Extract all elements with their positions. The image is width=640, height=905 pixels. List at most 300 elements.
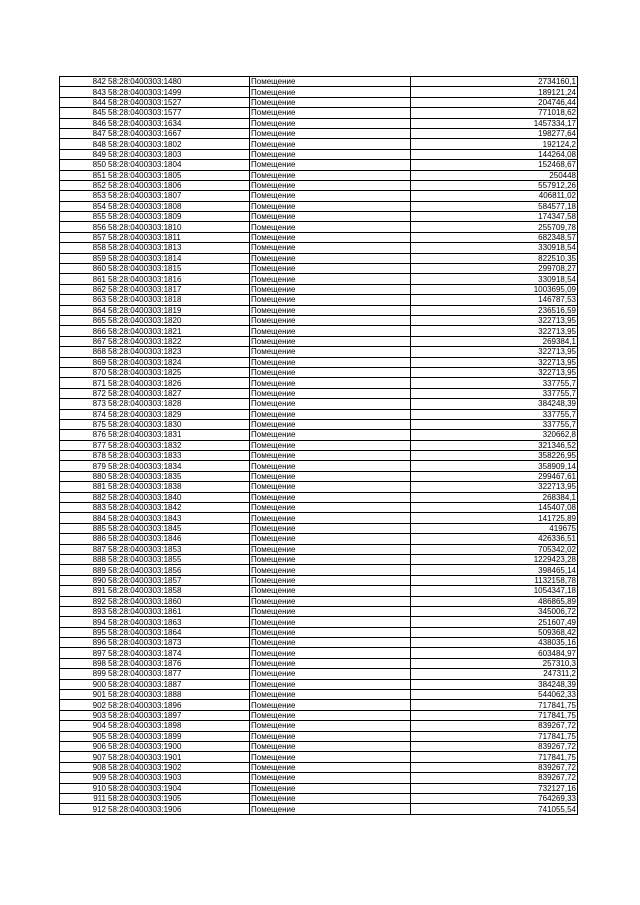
table-row bbox=[60, 160, 578, 170]
cadastral-value: 192124,2 bbox=[411, 139, 578, 149]
object-type: Помещение bbox=[250, 315, 411, 325]
cadastral-value: 330918,54 bbox=[411, 243, 578, 253]
table-row bbox=[60, 513, 578, 523]
cadastral-number: 58:28:0400303:1819 bbox=[107, 305, 250, 315]
cadastral-number: 58:28:0400303:1806 bbox=[107, 180, 250, 190]
cadastral-number: 58:28:0400303:1577 bbox=[107, 108, 250, 118]
cadastral-number: 58:28:0400303:1838 bbox=[107, 482, 250, 492]
row-number: 859 bbox=[60, 253, 108, 263]
cadastral-value: 337755,7 bbox=[411, 388, 578, 398]
table-row bbox=[60, 336, 578, 346]
object-type: Помещение bbox=[250, 752, 411, 762]
table-row bbox=[60, 97, 578, 107]
cadastral-value: 321346,52 bbox=[411, 440, 578, 450]
object-type: Помещение bbox=[250, 669, 411, 679]
table-row bbox=[60, 554, 578, 564]
table-row bbox=[60, 523, 578, 533]
cadastral-value: 717841,75 bbox=[411, 710, 578, 720]
table-row bbox=[60, 77, 578, 87]
cadastral-value: 384248,39 bbox=[411, 679, 578, 689]
table-row bbox=[60, 742, 578, 752]
cadastral-number: 58:28:0400303:1821 bbox=[107, 326, 250, 336]
cadastral-value: 189121,24 bbox=[411, 87, 578, 97]
cadastral-value: 141725,89 bbox=[411, 513, 578, 523]
cadastral-number: 58:28:0400303:1902 bbox=[107, 762, 250, 772]
row-number: 905 bbox=[60, 731, 108, 741]
table-row bbox=[60, 471, 578, 481]
cadastral-value: 337755,7 bbox=[411, 419, 578, 429]
row-number: 895 bbox=[60, 627, 108, 637]
table-row bbox=[60, 222, 578, 232]
cadastral-value: 257310,3 bbox=[411, 658, 578, 668]
table-row bbox=[60, 606, 578, 616]
table-row bbox=[60, 731, 578, 741]
object-type: Помещение bbox=[250, 222, 411, 232]
cadastral-value: 146787,53 bbox=[411, 295, 578, 305]
cadastral-number: 58:28:0400303:1823 bbox=[107, 347, 250, 357]
cadastral-value: 705342,02 bbox=[411, 544, 578, 554]
row-number: 900 bbox=[60, 679, 108, 689]
cadastral-number: 58:28:0400303:1846 bbox=[107, 534, 250, 544]
row-number: 910 bbox=[60, 783, 108, 793]
object-type: Помещение bbox=[250, 710, 411, 720]
row-number: 867 bbox=[60, 336, 108, 346]
table-row bbox=[60, 669, 578, 679]
object-type: Помещение bbox=[250, 565, 411, 575]
object-type: Помещение bbox=[250, 399, 411, 409]
row-number: 848 bbox=[60, 139, 108, 149]
cadastral-value: 320662,8 bbox=[411, 430, 578, 440]
object-type: Помещение bbox=[250, 149, 411, 159]
row-number: 843 bbox=[60, 87, 108, 97]
table-row bbox=[60, 180, 578, 190]
row-number: 880 bbox=[60, 471, 108, 481]
cadastral-number: 58:28:0400303:1901 bbox=[107, 752, 250, 762]
table-row bbox=[60, 409, 578, 419]
table-row bbox=[60, 128, 578, 138]
table-row bbox=[60, 388, 578, 398]
cadastral-value: 839267,72 bbox=[411, 721, 578, 731]
cadastral-value: 299708,27 bbox=[411, 264, 578, 274]
cadastral-number: 58:28:0400303:1843 bbox=[107, 513, 250, 523]
row-number: 872 bbox=[60, 388, 108, 398]
cadastral-value: 299467,61 bbox=[411, 471, 578, 481]
table-row bbox=[60, 430, 578, 440]
object-type: Помещение bbox=[250, 264, 411, 274]
row-number: 851 bbox=[60, 170, 108, 180]
cadastral-value: 322713,95 bbox=[411, 482, 578, 492]
cadastral-number: 58:28:0400303:1811 bbox=[107, 232, 250, 242]
cadastral-number: 58:28:0400303:1853 bbox=[107, 544, 250, 554]
cadastral-value: 771018,62 bbox=[411, 108, 578, 118]
row-number: 901 bbox=[60, 690, 108, 700]
table-row bbox=[60, 315, 578, 325]
cadastral-number: 58:28:0400303:1845 bbox=[107, 523, 250, 533]
cadastral-number: 58:28:0400303:1857 bbox=[107, 575, 250, 585]
row-number: 896 bbox=[60, 638, 108, 648]
cadastral-value: 839267,72 bbox=[411, 742, 578, 752]
cadastral-number: 58:28:0400303:1816 bbox=[107, 274, 250, 284]
object-type: Помещение bbox=[250, 586, 411, 596]
cadastral-number: 58:28:0400303:1899 bbox=[107, 731, 250, 741]
table-body bbox=[60, 77, 578, 815]
row-number: 856 bbox=[60, 222, 108, 232]
cadastral-number: 58:28:0400303:1802 bbox=[107, 139, 250, 149]
object-type: Помещение bbox=[250, 742, 411, 752]
object-type: Помещение bbox=[250, 461, 411, 471]
table-row bbox=[60, 565, 578, 575]
cadastral-value: 337755,7 bbox=[411, 409, 578, 419]
row-number: 855 bbox=[60, 212, 108, 222]
cadastral-value: 682348,57 bbox=[411, 232, 578, 242]
object-type: Помещение bbox=[250, 419, 411, 429]
row-number: 909 bbox=[60, 773, 108, 783]
object-type: Помещение bbox=[250, 326, 411, 336]
row-number: 846 bbox=[60, 118, 108, 128]
row-number: 912 bbox=[60, 804, 108, 814]
row-number: 870 bbox=[60, 367, 108, 377]
row-number: 878 bbox=[60, 451, 108, 461]
table-row bbox=[60, 648, 578, 658]
cadastral-number: 58:28:0400303:1906 bbox=[107, 804, 250, 814]
cadastral-number: 58:28:0400303:1904 bbox=[107, 783, 250, 793]
table-row bbox=[60, 367, 578, 377]
object-type: Помещение bbox=[250, 804, 411, 814]
cadastral-value: 384248,39 bbox=[411, 399, 578, 409]
row-number: 906 bbox=[60, 742, 108, 752]
cadastral-value: 509368,42 bbox=[411, 627, 578, 637]
cadastral-value: 251607,49 bbox=[411, 617, 578, 627]
row-number: 858 bbox=[60, 243, 108, 253]
cadastral-number: 58:28:0400303:1667 bbox=[107, 128, 250, 138]
object-type: Помещение bbox=[250, 347, 411, 357]
table-row bbox=[60, 139, 578, 149]
cadastral-number: 58:28:0400303:1824 bbox=[107, 357, 250, 367]
cadastral-number: 58:28:0400303:1896 bbox=[107, 700, 250, 710]
cadastral-number: 58:28:0400303:1830 bbox=[107, 419, 250, 429]
table-row bbox=[60, 326, 578, 336]
cadastral-number: 58:28:0400303:1840 bbox=[107, 492, 250, 502]
row-number: 897 bbox=[60, 648, 108, 658]
row-number: 850 bbox=[60, 160, 108, 170]
cadastral-value: 345006,72 bbox=[411, 606, 578, 616]
cadastral-value: 839267,72 bbox=[411, 773, 578, 783]
cadastral-number: 58:28:0400303:1900 bbox=[107, 742, 250, 752]
table-row bbox=[60, 274, 578, 284]
row-number: 886 bbox=[60, 534, 108, 544]
cadastral-value: 717841,75 bbox=[411, 752, 578, 762]
cadastral-number: 58:28:0400303:1810 bbox=[107, 222, 250, 232]
table-row bbox=[60, 492, 578, 502]
object-type: Помещение bbox=[250, 378, 411, 388]
cadastral-value: 268384,1 bbox=[411, 492, 578, 502]
object-type: Помещение bbox=[250, 108, 411, 118]
table-row bbox=[60, 658, 578, 668]
table-row bbox=[60, 419, 578, 429]
row-number: 898 bbox=[60, 658, 108, 668]
cadastral-value: 717841,75 bbox=[411, 731, 578, 741]
row-number: 891 bbox=[60, 586, 108, 596]
table-row bbox=[60, 804, 578, 814]
row-number: 875 bbox=[60, 419, 108, 429]
object-type: Помещение bbox=[250, 617, 411, 627]
table-row bbox=[60, 305, 578, 315]
table-row bbox=[60, 440, 578, 450]
cadastral-number: 58:28:0400303:1828 bbox=[107, 399, 250, 409]
table-row bbox=[60, 503, 578, 513]
table-row bbox=[60, 87, 578, 97]
object-type: Помещение bbox=[250, 679, 411, 689]
cadastral-value: 1003695,09 bbox=[411, 284, 578, 294]
row-number: 871 bbox=[60, 378, 108, 388]
object-type: Помещение bbox=[250, 170, 411, 180]
object-type: Помещение bbox=[250, 451, 411, 461]
object-type: Помещение bbox=[250, 180, 411, 190]
row-number: 879 bbox=[60, 461, 108, 471]
cadastral-value: 426336,51 bbox=[411, 534, 578, 544]
cadastral-number: 58:28:0400303:1831 bbox=[107, 430, 250, 440]
cadastral-number: 58:28:0400303:1803 bbox=[107, 149, 250, 159]
object-type: Помещение bbox=[250, 513, 411, 523]
cadastral-number: 58:28:0400303:1863 bbox=[107, 617, 250, 627]
table-row bbox=[60, 347, 578, 357]
table-row bbox=[60, 762, 578, 772]
object-type: Помещение bbox=[250, 87, 411, 97]
cadastral-value: 544062,33 bbox=[411, 690, 578, 700]
table-row bbox=[60, 710, 578, 720]
table-row bbox=[60, 793, 578, 803]
row-number: 874 bbox=[60, 409, 108, 419]
row-number: 885 bbox=[60, 523, 108, 533]
cadastral-number: 58:28:0400303:1826 bbox=[107, 378, 250, 388]
cadastral-value: 1132158,78 bbox=[411, 575, 578, 585]
table-row bbox=[60, 544, 578, 554]
object-type: Помещение bbox=[250, 658, 411, 668]
table-row bbox=[60, 399, 578, 409]
object-type: Помещение bbox=[250, 388, 411, 398]
cadastral-number: 58:28:0400303:1874 bbox=[107, 648, 250, 658]
table-row bbox=[60, 752, 578, 762]
object-type: Помещение bbox=[250, 638, 411, 648]
object-type: Помещение bbox=[250, 284, 411, 294]
row-number: 849 bbox=[60, 149, 108, 159]
table-row bbox=[60, 284, 578, 294]
object-type: Помещение bbox=[250, 305, 411, 315]
cadastral-value: 584577,18 bbox=[411, 201, 578, 211]
object-type: Помещение bbox=[250, 471, 411, 481]
row-number: 881 bbox=[60, 482, 108, 492]
row-number: 903 bbox=[60, 710, 108, 720]
table-row bbox=[60, 482, 578, 492]
cadastral-value: 822510,35 bbox=[411, 253, 578, 263]
cadastral-number: 58:28:0400303:1804 bbox=[107, 160, 250, 170]
row-number: 873 bbox=[60, 399, 108, 409]
cadastral-number: 58:28:0400303:1822 bbox=[107, 336, 250, 346]
row-number: 854 bbox=[60, 201, 108, 211]
object-type: Помещение bbox=[250, 201, 411, 211]
object-type: Помещение bbox=[250, 253, 411, 263]
cadastral-value: 358226,95 bbox=[411, 451, 578, 461]
cadastral-number: 58:28:0400303:1499 bbox=[107, 87, 250, 97]
row-number: 857 bbox=[60, 232, 108, 242]
object-type: Помещение bbox=[250, 212, 411, 222]
row-number: 852 bbox=[60, 180, 108, 190]
object-type: Помещение bbox=[250, 232, 411, 242]
cadastral-value: 732127,16 bbox=[411, 783, 578, 793]
cadastral-number: 58:28:0400303:1825 bbox=[107, 367, 250, 377]
row-number: 863 bbox=[60, 295, 108, 305]
cadastral-value: 269384,1 bbox=[411, 336, 578, 346]
row-number: 911 bbox=[60, 793, 108, 803]
object-type: Помещение bbox=[250, 503, 411, 513]
table-row bbox=[60, 534, 578, 544]
table-row bbox=[60, 232, 578, 242]
row-number: 894 bbox=[60, 617, 108, 627]
cadastral-number: 58:28:0400303:1834 bbox=[107, 461, 250, 471]
cadastral-value: 839267,72 bbox=[411, 762, 578, 772]
object-type: Помещение bbox=[250, 77, 411, 87]
cadastral-value: 204746,44 bbox=[411, 97, 578, 107]
object-type: Помещение bbox=[250, 554, 411, 564]
cadastral-number: 58:28:0400303:1835 bbox=[107, 471, 250, 481]
cadastral-number: 58:28:0400303:1832 bbox=[107, 440, 250, 450]
cadastral-number: 58:28:0400303:1829 bbox=[107, 409, 250, 419]
cadastral-number: 58:28:0400303:1858 bbox=[107, 586, 250, 596]
row-number: 908 bbox=[60, 762, 108, 772]
cadastral-value: 358909,14 bbox=[411, 461, 578, 471]
table-row bbox=[60, 575, 578, 585]
object-type: Помещение bbox=[250, 773, 411, 783]
row-number: 869 bbox=[60, 357, 108, 367]
object-type: Помещение bbox=[250, 596, 411, 606]
object-type: Помещение bbox=[250, 139, 411, 149]
row-number: 847 bbox=[60, 128, 108, 138]
table-row bbox=[60, 253, 578, 263]
cadastral-number: 58:28:0400303:1898 bbox=[107, 721, 250, 731]
table-row bbox=[60, 149, 578, 159]
row-number: 888 bbox=[60, 554, 108, 564]
cadastral-number: 58:28:0400303:1861 bbox=[107, 606, 250, 616]
table-row bbox=[60, 596, 578, 606]
table-row bbox=[60, 295, 578, 305]
table-row bbox=[60, 679, 578, 689]
cadastral-number: 58:28:0400303:1827 bbox=[107, 388, 250, 398]
cadastral-number: 58:28:0400303:1873 bbox=[107, 638, 250, 648]
object-type: Помещение bbox=[250, 690, 411, 700]
cadastral-number: 58:28:0400303:1855 bbox=[107, 554, 250, 564]
table-row bbox=[60, 638, 578, 648]
object-type: Помещение bbox=[250, 128, 411, 138]
cadastral-value: 250448 bbox=[411, 170, 578, 180]
table-row bbox=[60, 451, 578, 461]
cadastral-value: 717841,75 bbox=[411, 700, 578, 710]
row-number: 861 bbox=[60, 274, 108, 284]
cadastral-value: 255709,78 bbox=[411, 222, 578, 232]
object-type: Помещение bbox=[250, 367, 411, 377]
object-type: Помещение bbox=[250, 534, 411, 544]
table-row bbox=[60, 721, 578, 731]
cadastral-value: 144264,08 bbox=[411, 149, 578, 159]
cadastral-value: 2734160,1 bbox=[411, 77, 578, 87]
cadastral-number: 58:28:0400303:1887 bbox=[107, 679, 250, 689]
object-type: Помещение bbox=[250, 409, 411, 419]
cadastral-value: 322713,95 bbox=[411, 326, 578, 336]
object-type: Помещение bbox=[250, 523, 411, 533]
table-row bbox=[60, 212, 578, 222]
cadastral-number: 58:28:0400303:1818 bbox=[107, 295, 250, 305]
cadastral-value: 247311,2 bbox=[411, 669, 578, 679]
cadastral-number: 58:28:0400303:1877 bbox=[107, 669, 250, 679]
row-number: 887 bbox=[60, 544, 108, 554]
row-number: 860 bbox=[60, 264, 108, 274]
object-type: Помещение bbox=[250, 191, 411, 201]
object-type: Помещение bbox=[250, 731, 411, 741]
row-number: 862 bbox=[60, 284, 108, 294]
object-type: Помещение bbox=[250, 762, 411, 772]
table-row bbox=[60, 243, 578, 253]
cadastral-value: 438035,16 bbox=[411, 638, 578, 648]
table-row bbox=[60, 617, 578, 627]
table-row bbox=[60, 108, 578, 118]
row-number: 882 bbox=[60, 492, 108, 502]
row-number: 904 bbox=[60, 721, 108, 731]
cadastral-number: 58:28:0400303:1842 bbox=[107, 503, 250, 513]
object-type: Помещение bbox=[250, 793, 411, 803]
row-number: 890 bbox=[60, 575, 108, 585]
row-number: 864 bbox=[60, 305, 108, 315]
cadastral-number: 58:28:0400303:1805 bbox=[107, 170, 250, 180]
cadastral-number: 58:28:0400303:1634 bbox=[107, 118, 250, 128]
cadastral-value: 330918,54 bbox=[411, 274, 578, 284]
cadastral-number: 58:28:0400303:1888 bbox=[107, 690, 250, 700]
cadastral-number: 58:28:0400303:1856 bbox=[107, 565, 250, 575]
row-number: 889 bbox=[60, 565, 108, 575]
row-number: 883 bbox=[60, 503, 108, 513]
row-number: 884 bbox=[60, 513, 108, 523]
table-row bbox=[60, 461, 578, 471]
cadastral-value: 603484,97 bbox=[411, 648, 578, 658]
cadastral-value: 1054347,18 bbox=[411, 586, 578, 596]
object-type: Помещение bbox=[250, 357, 411, 367]
table-row bbox=[60, 773, 578, 783]
cadastral-value: 1457334,17 bbox=[411, 118, 578, 128]
table-row bbox=[60, 690, 578, 700]
row-number: 866 bbox=[60, 326, 108, 336]
cadastral-value: 419675 bbox=[411, 523, 578, 533]
object-type: Помещение bbox=[250, 492, 411, 502]
cadastral-value: 557912,26 bbox=[411, 180, 578, 190]
table-row bbox=[60, 627, 578, 637]
row-number: 907 bbox=[60, 752, 108, 762]
row-number: 844 bbox=[60, 97, 108, 107]
cadastral-number: 58:28:0400303:1820 bbox=[107, 315, 250, 325]
row-number: 845 bbox=[60, 108, 108, 118]
object-type: Помещение bbox=[250, 721, 411, 731]
object-type: Помещение bbox=[250, 544, 411, 554]
cadastral-number: 58:28:0400303:1815 bbox=[107, 264, 250, 274]
cadastral-value: 398465,14 bbox=[411, 565, 578, 575]
cadastral-number: 58:28:0400303:1860 bbox=[107, 596, 250, 606]
object-type: Помещение bbox=[250, 783, 411, 793]
object-type: Помещение bbox=[250, 700, 411, 710]
cadastral-number: 58:28:0400303:1480 bbox=[107, 77, 250, 87]
object-type: Помещение bbox=[250, 440, 411, 450]
cadastral-number: 58:28:0400303:1833 bbox=[107, 451, 250, 461]
cadastral-number: 58:28:0400303:1903 bbox=[107, 773, 250, 783]
cadastral-number: 58:28:0400303:1809 bbox=[107, 212, 250, 222]
cadastral-number: 58:28:0400303:1817 bbox=[107, 284, 250, 294]
table-row bbox=[60, 783, 578, 793]
